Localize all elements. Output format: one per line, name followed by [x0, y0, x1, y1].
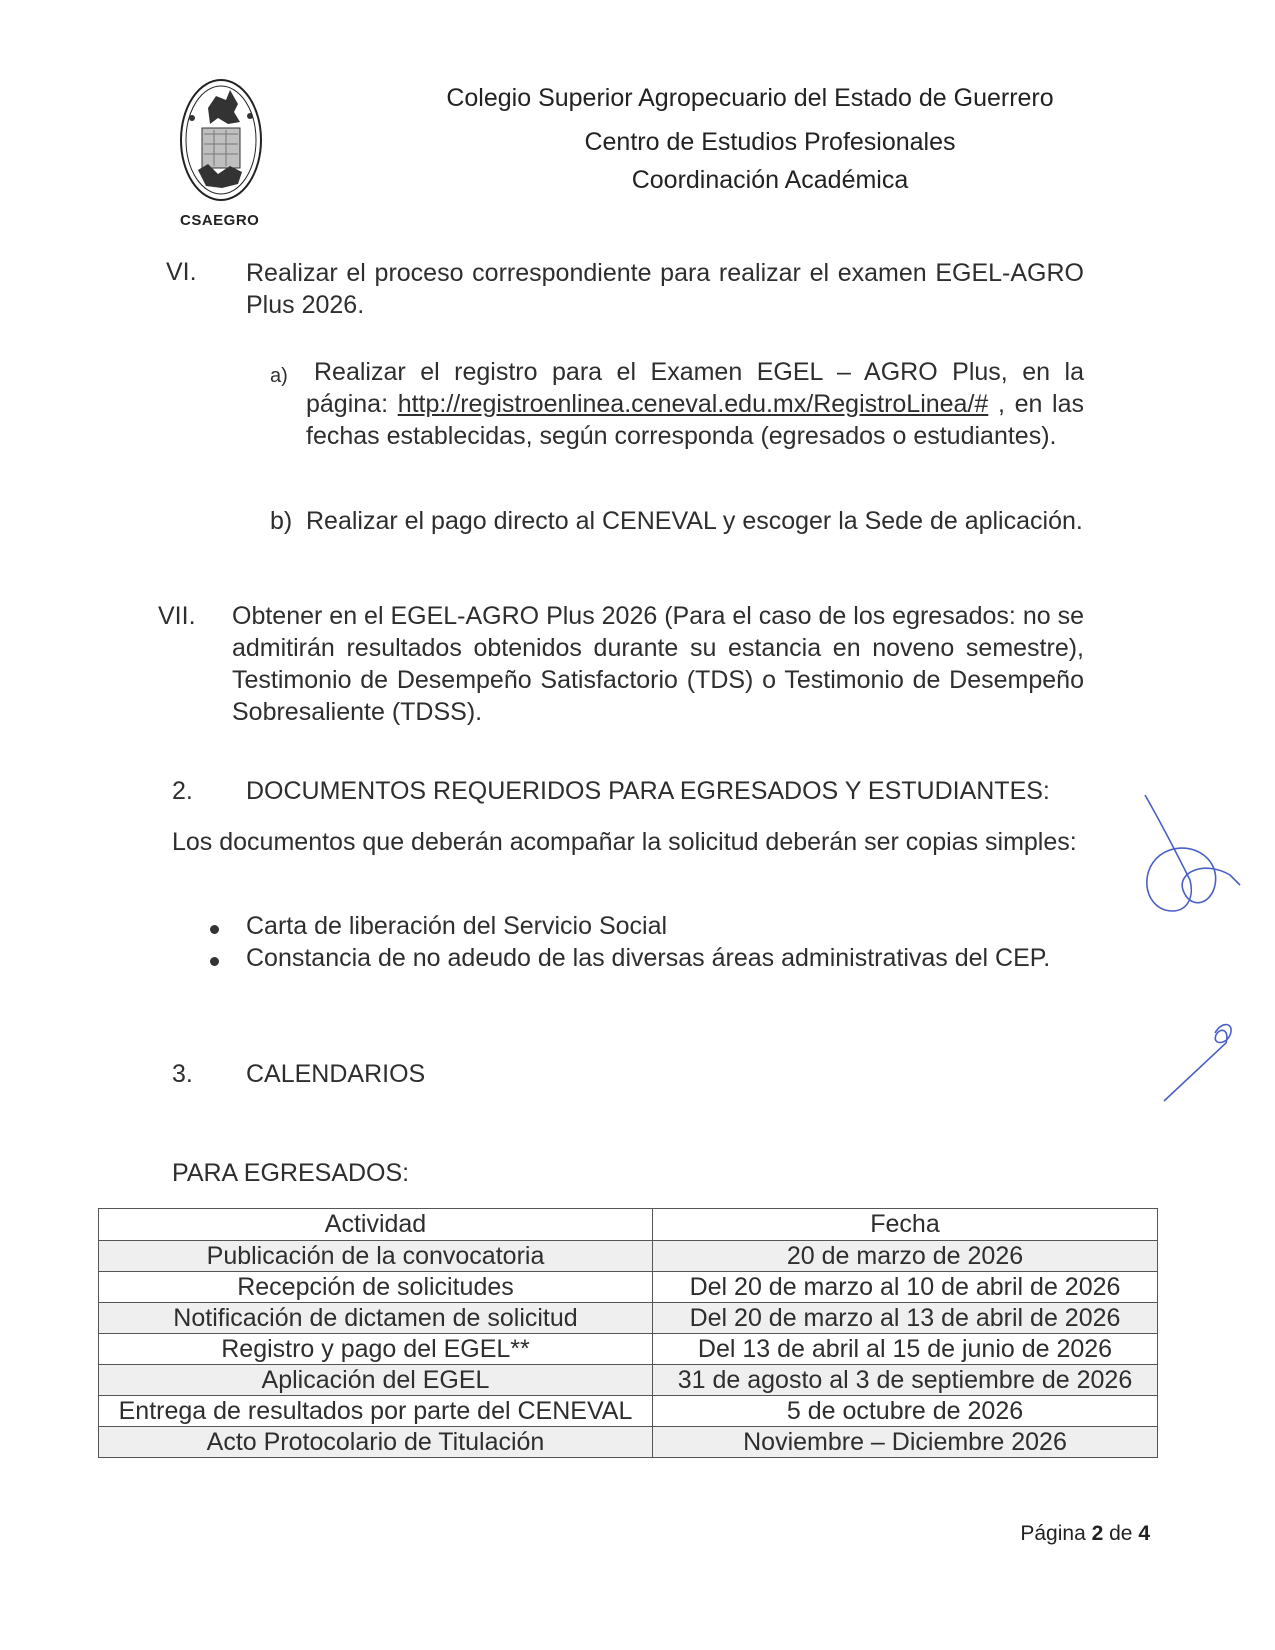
page-number-middle: de — [1103, 1522, 1139, 1545]
sub-a-text-after: , en las fechas establecidas, según corresponda (egresados o estudiantes). — [306, 390, 1084, 450]
table-cell-activity: Recepción de solicitudes — [99, 1272, 653, 1303]
page-number-prefix: Página — [1020, 1522, 1092, 1545]
coordination-name: Coordinación Académica — [631, 166, 909, 194]
bullet-item: Constancia de no adeudo de las diversas áreas administrativas del CEP. — [246, 944, 1051, 972]
table-row — [99, 1272, 1158, 1303]
center-name: Centro de Estudios Profesionales — [584, 128, 956, 156]
table-cell-date: Del 20 de marzo al 13 de abril de 2026 — [653, 1303, 1158, 1334]
calendar-table — [98, 1208, 1158, 1458]
table-header: Actividad — [99, 1209, 653, 1241]
item-vii-text: Obtener en el EGEL-AGRO Plus 2026 (Para el caso de los egresados: no se admitirán resultados obtenidos durante su estancia en noveno semestre), Testimonio de Desempeño Satisfactorio (TDS) o Testimonio de Desempeño Sobresaliente (TDSS). — [232, 602, 1084, 726]
table-row — [99, 1365, 1158, 1396]
table-cell-activity: Publicación de la convocatoria — [99, 1241, 653, 1272]
section-3-title: CALENDARIOS — [246, 1060, 426, 1088]
table-cell-activity: Acto Protocolario de Titulación — [99, 1427, 653, 1458]
handwritten-signature — [1135, 790, 1245, 930]
table-cell-date: 31 de agosto al 3 de septiembre de 2026 — [653, 1365, 1158, 1396]
table-header: Fecha — [653, 1209, 1158, 1241]
item-vi-numeral: VI. — [166, 258, 197, 286]
csaegro-seal-logo — [178, 78, 264, 208]
institution-name: Colegio Superior Agropecuario del Estado de Guerrero — [446, 84, 1054, 112]
handwritten-initial — [1160, 1015, 1240, 1105]
table-cell-activity: Registro y pago del EGEL** — [99, 1334, 653, 1365]
page-number — [940, 1522, 1150, 1546]
sub-b-marker: b) — [270, 507, 293, 535]
logo-caption: CSAEGRO — [180, 212, 260, 229]
table-row — [99, 1396, 1158, 1427]
table-cell-activity: Notificación de dictamen de solicitud — [99, 1303, 653, 1334]
item-vii-numeral: VII. — [158, 602, 196, 630]
table-cell-activity: Aplicación del EGEL — [99, 1365, 653, 1396]
bullet-dot — [210, 925, 219, 934]
section-2-title: DOCUMENTOS REQUERIDOS PARA EGRESADOS Y ESTUDIANTES: — [246, 777, 1050, 805]
table-row — [99, 1303, 1158, 1334]
sub-b-text: Realizar el pago directo al CENEVAL y escoger la Sede de aplicación. — [306, 507, 1083, 535]
page-number-total: 4 — [1138, 1522, 1150, 1545]
sub-a-marker: a) — [270, 365, 288, 387]
bullet-item: Carta de liberación del Servicio Social — [246, 912, 668, 940]
table-cell-activity: Entrega de resultados por parte del CENEVAL — [99, 1396, 653, 1427]
table-cell-date: Del 20 de marzo al 10 de abril de 2026 — [653, 1272, 1158, 1303]
bullet-dot — [210, 957, 219, 966]
table-cell-date: 20 de marzo de 2026 — [653, 1241, 1158, 1272]
section-3-number: 3. — [172, 1060, 193, 1088]
section-2-number: 2. — [172, 777, 193, 805]
table-row — [99, 1241, 1158, 1272]
table-row — [99, 1427, 1158, 1458]
sub-a-text-before: Realizar el registro para el Examen EGEL – AGRO Plus, en la página: — [306, 358, 1084, 418]
table-cell-date: Del 13 de abril al 15 de junio de 2026 — [653, 1334, 1158, 1365]
ceneval-registration-link[interactable]: http://registroenlinea.ceneval.edu.mx/RegistroLinea/# — [397, 390, 989, 418]
table-cell-date: Noviembre – Diciembre 2026 — [653, 1427, 1158, 1458]
section-3-subtitle: PARA EGRESADOS: — [172, 1159, 410, 1187]
table-header-row — [99, 1209, 1158, 1241]
section-2-intro: Los documentos que deberán acompañar la solicitud deberán ser copias simples: — [172, 828, 1077, 856]
item-vi-text: Realizar el proceso correspondiente para realizar el examen EGEL-AGRO Plus 2026. — [246, 259, 1084, 319]
sub-a-text — [306, 356, 1084, 452]
table-cell-date: 5 de octubre de 2026 — [653, 1396, 1158, 1427]
page-number-current: 2 — [1091, 1522, 1104, 1545]
table-row — [99, 1334, 1158, 1365]
